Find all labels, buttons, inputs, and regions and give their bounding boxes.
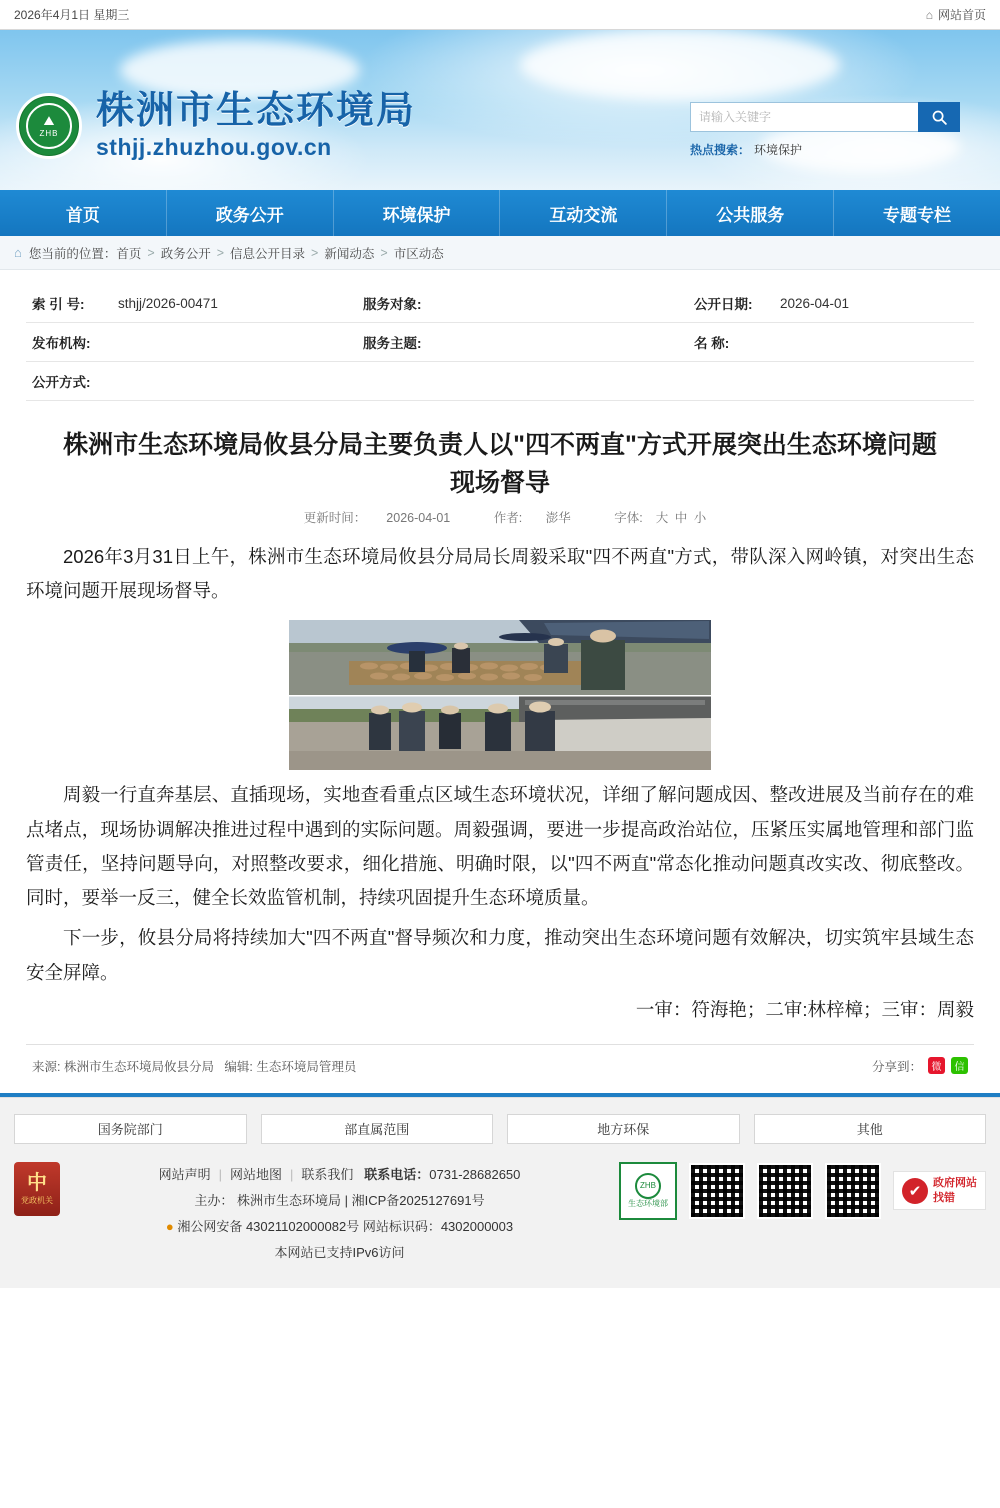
update-time-value: 2026-04-01	[386, 511, 451, 525]
font-size-large[interactable]: 大	[655, 511, 669, 525]
qr-code-icon[interactable]	[757, 1163, 813, 1219]
seal-label: 生态环境部	[628, 1198, 668, 1208]
footer-line-owner: 主办： 株洲市生态环境局 | 湘ICP备2025127691号	[194, 1192, 485, 1208]
article-paragraph: 2026年3月31日上午，株洲市生态环境局攸县分局局长周毅采取"四不两直"方式，带队深入网岭镇，对突出生态环境问题开展现场督导。	[26, 546, 974, 602]
footer-contact-link[interactable]: 联系我们	[301, 1166, 354, 1182]
breadcrumb	[0, 236, 1000, 270]
article-signoff: 一审：符海艳；二审:林梓樟；三审：周毅	[635, 998, 974, 1020]
breadcrumb-separator: >	[147, 245, 155, 260]
footer-statement-link[interactable]: 网站声明	[158, 1166, 211, 1182]
article-paragraph: 周毅一行直奔基层、直插现场，实地查看重点区域生态环境状况，详细了解问题成因、整改进展及当前存在的难点堵点，现场协调解决推进过程中遇到的实际问题。周毅强调，要进一步提高政治站位，压紧压实属地管理和部门监管责任，坚持问题导向，对照整改要求，细化措施、明确时限，以"四不两直"常态化推动问题真改实改、彻底整改。同时，要举一反三，健全长效监管机制，持续巩固提升生态环境质量。	[26, 784, 974, 909]
hot-search	[690, 141, 960, 158]
meta-value-service-object	[443, 284, 688, 323]
article-figure	[26, 620, 974, 770]
top-bar	[0, 0, 1000, 30]
table-row	[26, 323, 974, 362]
editor-value: 生态环境局管理员	[256, 1059, 357, 1074]
qr-code-icon[interactable]	[689, 1163, 745, 1219]
seal-ring: ZHB	[635, 1173, 661, 1199]
breadcrumb-prefix: 您当前的位置：	[28, 246, 117, 261]
search-area	[690, 102, 960, 158]
cloud-decor	[520, 30, 840, 100]
site-banner	[0, 30, 1000, 190]
meta-label-service-object: 服务对象:	[357, 284, 443, 323]
author-value: 澎华	[545, 511, 571, 525]
footer-phone-value: 0731-28682650	[429, 1166, 521, 1182]
site-url: sthjj.zhuzhou.gov.cn	[96, 133, 332, 160]
current-date: 2026年4月1日 星期三	[14, 8, 130, 22]
source-value: 株洲市生态环境局攸县分局	[63, 1059, 214, 1074]
gov-badge-line1: 政府网站	[933, 1177, 977, 1190]
footer-line-ipv6: 本网站已支持IPv6访问	[274, 1244, 405, 1260]
source-info	[32, 1057, 356, 1075]
site-logo[interactable]	[16, 92, 416, 161]
update-time	[294, 511, 460, 525]
footer-badge-group	[619, 1162, 986, 1220]
font-size-label: 字体:	[614, 511, 643, 525]
footer-police-text: 湘公网安备 43021102000082号 网站标识码：4302000003	[177, 1218, 514, 1234]
meta-value-publisher	[112, 323, 357, 362]
sina-weibo-icon[interactable]: 微	[928, 1057, 945, 1074]
nav-item-special-topics[interactable]: 专题专栏	[883, 205, 952, 225]
page-title: 株洲市生态环境局攸县分局主要负责人以"四不两直"方式开展突出生态环境问题现场督导	[63, 431, 937, 497]
meta-label-service-topic: 服务主题:	[357, 323, 443, 362]
breadcrumb-item-1[interactable]: 政务公开	[160, 246, 211, 261]
hot-search-keyword[interactable]: 环境保护	[754, 143, 803, 157]
footer-link-state-council[interactable]: 国务院部门	[14, 1114, 247, 1144]
footer-link-local-env[interactable]: 地方环保	[507, 1114, 740, 1144]
table-row	[26, 362, 974, 401]
article-photo	[289, 620, 711, 770]
article-paragraph: 下一步，攸县分局将持续加大"四不两直"督导频次和力度，推动突出生态环境问题有效解决，切实筑牢县域生态安全屏障。	[26, 927, 974, 983]
footer-phone-label: 联系电话：	[364, 1166, 430, 1182]
search-box	[690, 102, 960, 132]
update-time-label: 更新时间：	[303, 511, 367, 525]
emblem-icon: ⛰ ZHB	[16, 93, 82, 159]
meta-value-disclosure-method	[112, 362, 974, 401]
breadcrumb-item-2[interactable]: 信息公开目录	[230, 246, 306, 261]
gov-badge-line2: 找错	[933, 1191, 955, 1204]
footer-link-other[interactable]: 其他	[754, 1114, 987, 1144]
nav-item-environment[interactable]: 环境保护	[334, 190, 501, 236]
share-label: 分享到：	[871, 1059, 922, 1074]
main-nav	[0, 190, 1000, 236]
site-footer	[0, 1097, 1000, 1288]
nav-item-government-affairs[interactable]: 政务公开	[167, 190, 334, 236]
footer-link-row	[0, 1114, 1000, 1144]
emblem-label: ZHB	[39, 129, 59, 139]
party-badge-text: 党政机关	[21, 1196, 53, 1206]
font-size-small[interactable]: 小	[693, 511, 707, 525]
breadcrumb-item-4[interactable]: 市区动态	[393, 246, 444, 261]
meta-label-publisher: 发布机构:	[26, 323, 112, 362]
footer-sitemap-link[interactable]: 网站地图	[230, 1166, 283, 1182]
home-link[interactable]: 网站首页	[937, 8, 986, 22]
qr-code-icon[interactable]	[825, 1163, 881, 1219]
party-badge-mark: 中	[27, 1172, 47, 1195]
search-input[interactable]	[690, 102, 918, 132]
nav-item-home[interactable]: 首页	[0, 190, 167, 236]
footer-text-block	[74, 1162, 605, 1266]
breadcrumb-item-0[interactable]: 首页	[116, 246, 142, 261]
source-bar	[26, 1044, 974, 1089]
meta-label-disclosure-method: 公开方式:	[26, 362, 112, 401]
search-icon	[931, 109, 948, 126]
source-label: 来源:	[32, 1059, 61, 1074]
police-badge-icon: ●	[165, 1218, 174, 1234]
article-container	[0, 284, 1000, 1089]
meta-label-index: 索 引 号:	[26, 284, 112, 323]
ministry-seal-icon	[619, 1162, 677, 1220]
metadata-table	[26, 284, 974, 401]
font-size-control	[604, 511, 706, 525]
article-submeta	[26, 508, 974, 526]
footer-link-ministry[interactable]: 部直属范围	[261, 1114, 494, 1144]
meta-value-index: sthjj/2026-00471	[112, 284, 357, 323]
home-icon: ⌂	[14, 245, 22, 260]
author	[484, 511, 581, 525]
footer-line-links: 网站声明 | 网站地图 | 联系我们 联系电话：0731-28682650	[158, 1166, 521, 1182]
search-button[interactable]	[918, 102, 960, 132]
share-group	[872, 1057, 968, 1075]
font-size-medium[interactable]: 中	[674, 511, 688, 525]
meta-label-publish-date: 公开日期:	[688, 284, 774, 323]
party-organ-badge-icon	[14, 1162, 60, 1216]
footer-line-police	[74, 1214, 605, 1240]
hot-search-label: 热点搜索：	[690, 143, 751, 157]
breadcrumb-item-3[interactable]: 新闻动态	[324, 246, 375, 261]
top-bar-right	[926, 6, 986, 23]
gov-site-report-badge[interactable]	[893, 1171, 986, 1210]
footer-main	[0, 1144, 1000, 1266]
gov-check-icon: ✔	[902, 1178, 928, 1204]
author-label: 作者:	[493, 511, 523, 525]
wechat-icon[interactable]: 信	[951, 1057, 968, 1074]
breadcrumb-separator: >	[216, 245, 225, 260]
meta-label-name: 名 称:	[688, 323, 774, 362]
editor-label: 编辑:	[224, 1059, 253, 1074]
breadcrumb-separator: >	[380, 245, 388, 260]
table-row	[26, 284, 974, 323]
breadcrumb-separator: >	[311, 245, 319, 260]
nav-item-public-service[interactable]: 公共服务	[667, 190, 834, 236]
meta-value-publish-date: 2026-04-01	[774, 284, 974, 323]
home-icon: ⌂	[925, 7, 933, 22]
nav-item-interaction[interactable]: 互动交流	[500, 190, 667, 236]
meta-value-name	[774, 323, 974, 362]
site-title: 株洲市生态环境局	[96, 90, 417, 132]
meta-value-service-topic	[443, 323, 688, 362]
